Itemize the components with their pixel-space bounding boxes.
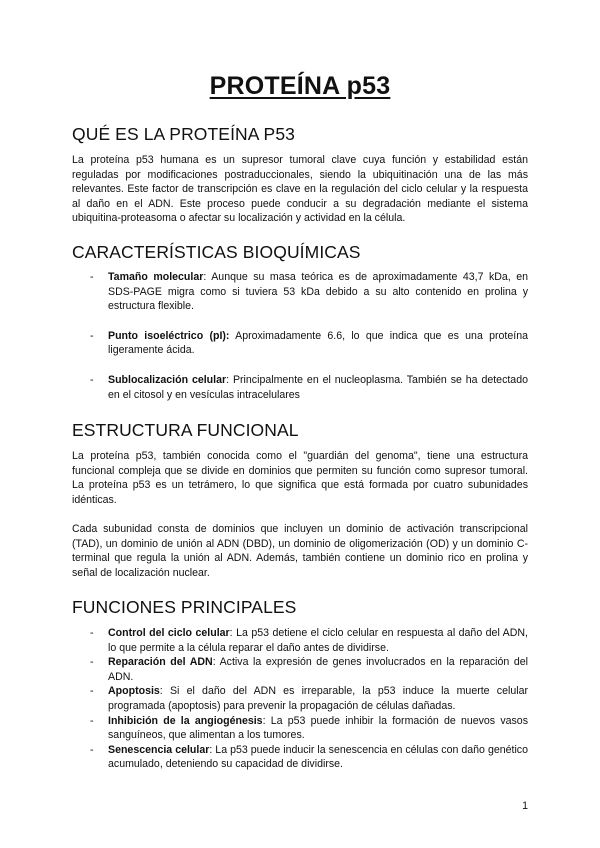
item-text: Activa la expresión de genes involucrados en la reparación del ADN.: [108, 656, 528, 683]
item-term: Inhibición de la angiogénesis: [108, 714, 263, 727]
list-funciones: [72, 626, 528, 772]
item-term: Punto isoeléctrico (pI):: [108, 329, 230, 342]
list-item: - Reparación del ADN: Activa la expresión de genes involucrados en la reparación del ADN.: [72, 655, 528, 684]
item-text: Principalmente en el nucleoplasma. También se ha detectado en el citosol y en vesículas intracelulares: [108, 373, 528, 401]
list-item: - Control del ciclo celular: La p53 detiene el ciclo celular en respuesta al daño del ADN, lo que permite a la célula reparar el daño antes de dividirse.: [72, 626, 528, 655]
item-text: Aunque su masa teórica es de aproximadamente 43,7 kDa, en SDS-PAGE migra como si tuviera 53 kDa debido a su alto contenido en prolina y estructura flexible.: [108, 271, 528, 313]
list-item: [72, 329, 528, 358]
item-term: Apoptosis: [108, 685, 160, 698]
list-item: - Sublocalización celular: Principalmente en el nucleoplasma. También se ha detectado en el citosol y en vesículas intracelulares: [72, 373, 528, 402]
list-item: - Apoptosis: Si el daño del ADN es irreparable, la p53 induce la muerte celular programada (apoptosis) para prevenir la propagación de células dañadas.: [72, 684, 528, 713]
heading-funciones: FUNCIONES PRINCIPALES: [72, 597, 297, 617]
list-item: - Inhibición de la angiogénesis: La p53 puede inhibir la formación de nuevos vasos sanguíneos, que alimentan a los tumores.: [72, 714, 528, 743]
document-title: PROTEÍNA p53: [209, 72, 391, 100]
heading-estructura: ESTRUCTURA FUNCIONAL: [72, 420, 299, 440]
item-term: Reparación del ADN: [108, 656, 213, 669]
item-text: La p53 detiene el ciclo celular en respuesta al daño del ADN, lo que permite a la célula reparar el daño antes de dividirse.: [108, 627, 528, 654]
item-term: Senescencia celular: [108, 743, 210, 756]
item-term: Sublocalización celular: [108, 373, 227, 386]
item-text: Aproximadamente 6.6, lo que indica que es una proteína ligeramente ácida.: [108, 329, 528, 357]
paragraph-estructura-2: Cada subunidad consta de dominios que incluyen un dominio de activación transcripcional (TAD), un dominio de unión al ADN (DBD), un dominio de oligomerización (OD) y un dominio C-terminal que regula la unión al ADN. Además, también contiene un dominio rico en prolina y señal de localización nuclear.: [72, 523, 528, 579]
item-text: La p53 puede inducir la senescencia en células con daño genético acumulado, deteniendo su capacidad de dividirse.: [108, 743, 528, 771]
item-text: Si el daño del ADN es irreparable, la p53 induce la muerte celular programada (apoptosis) para prevenir la propagación de células dañadas.: [108, 685, 528, 712]
heading-que-es: QUÉ ES LA PROTEÍNA P53: [72, 124, 295, 144]
paragraph-que-es: La proteína p53 humana es un supresor tumoral clave cuya función y estabilidad están reguladas por modificaciones postraduccionales, siendo la ubiquitinación una de las más relevantes. Este factor de transcripción es clave en la regulación del ciclo celular y la respuesta al daño en el ADN. Este proceso puede conducir a su degradación mediante el sistema ubiquitina-proteasoma o afectar su localización y actividad en la célula.: [72, 154, 528, 225]
heading-caracteristicas: CARACTERÍSTICAS BIOQUÍMICAS: [72, 242, 361, 262]
list-item: - Tamaño molecular: Aunque su masa teórica es de aproximadamente 43,7 kDa, en SDS-PAGE migra como si tuviera 53 kDa debido a su alto contenido en prolina y estructura flexible.: [72, 270, 528, 314]
item-term: Control del ciclo celular: [108, 627, 230, 639]
page-number: 1: [522, 800, 528, 812]
item-term: Tamaño molecular: [108, 271, 204, 283]
item-text: La p53 puede inhibir la formación de nuevos vasos sanguíneos, que alimentan a los tumores.: [108, 714, 528, 742]
list-caracteristicas: [72, 270, 528, 417]
list-item: - Senescencia celular: La p53 puede inducir la senescencia en células con daño genético acumulado, deteniendo su capacidad de dividirse.: [72, 743, 528, 772]
paragraph-estructura-1: La proteína p53, también conocida como el "guardián del genoma", tiene una estructura funcional compleja que se divide en dominios que permiten su función como supresor tumoral. La proteína p53 es un tetrámero, lo que significa que está formada por cuatro subunidades idénticas.: [72, 450, 528, 506]
